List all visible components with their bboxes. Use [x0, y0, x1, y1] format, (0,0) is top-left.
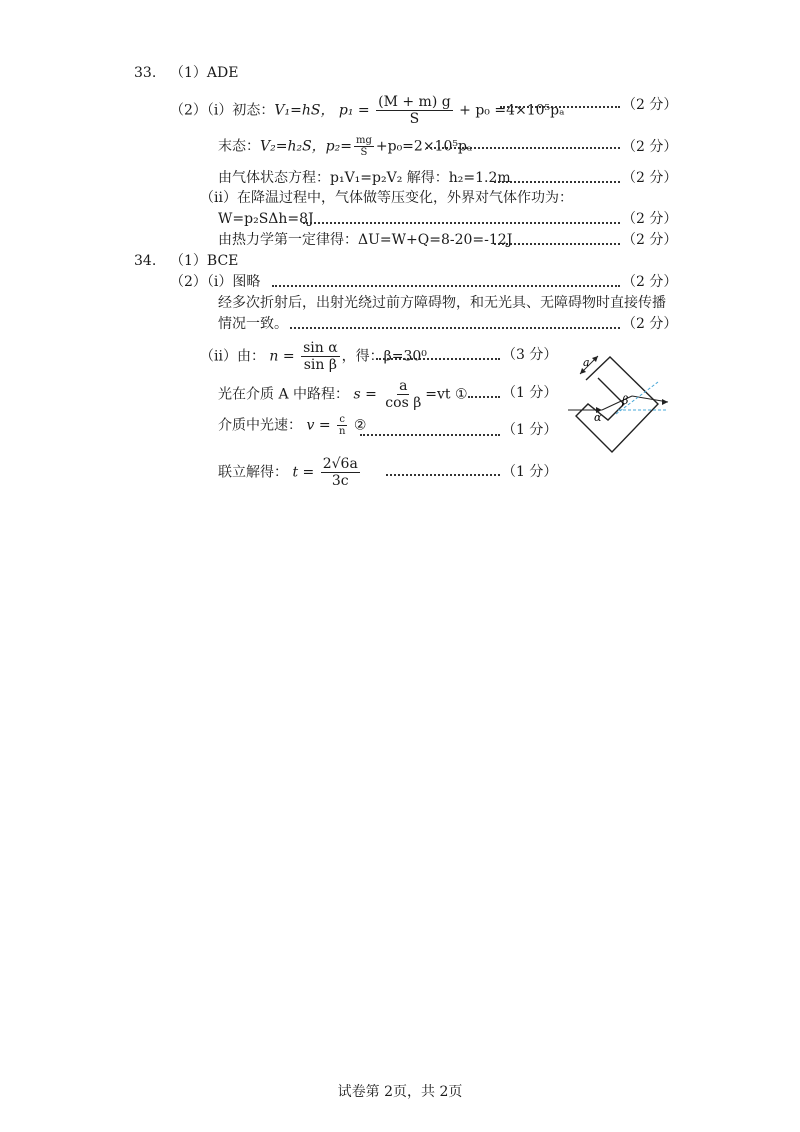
q34-path-rest: =vt ①	[425, 386, 468, 403]
leader-dots	[426, 147, 620, 149]
leader-dots	[386, 474, 500, 476]
q33-p1-fraction	[376, 94, 453, 127]
score-init: （2 分）	[622, 97, 678, 113]
q34-solve-numerator: 2√6a	[322, 456, 358, 472]
leader-dots	[272, 285, 620, 287]
q34-n-fraction	[301, 340, 340, 373]
q33-p1-numerator: (M + m) g	[378, 94, 451, 110]
q34-solve-denominator: 3c	[331, 473, 349, 489]
arrow-head	[662, 399, 668, 405]
score-speed: （1 分）	[502, 422, 558, 438]
q33-init-volume: V₁=hS，	[274, 102, 335, 119]
score-solve: （1 分）	[502, 464, 558, 480]
leader-dots	[494, 181, 620, 183]
q33-part1: （1）ADE	[170, 65, 239, 81]
q34-solve-lhs: t =	[292, 464, 315, 481]
q34-speed-fraction	[337, 414, 347, 437]
q33-initial-state	[170, 94, 565, 127]
q33-p2-numerator: mg	[355, 135, 372, 146]
q33-work-line: W=p₂SΔh=8J	[218, 211, 314, 227]
score-eq: （2 分）	[622, 170, 678, 186]
score-final: （2 分）	[622, 139, 678, 155]
q34-solve-line	[218, 456, 362, 489]
q33-ii-line: （ⅱ）在降温过程中，气体做等压变化，外界对气体作功为：	[200, 190, 573, 206]
q34-speed-denominator: n	[339, 426, 346, 437]
q34-solve-fraction	[321, 456, 360, 489]
q34-explain-1: 经多次折射后，出射光绕过前方障碍物，和无光具、无障碍物时直接传播	[218, 295, 666, 311]
leader-dots	[500, 106, 620, 108]
q34-speed-lhs: v =	[306, 417, 331, 434]
q34-n-numerator: sin α	[303, 340, 338, 356]
score-work: （2 分）	[622, 211, 678, 227]
q34-ii-label: （ⅱ）由：	[200, 348, 265, 365]
q34-speed-rest: ②	[353, 417, 367, 434]
q33-p2-fraction	[354, 135, 374, 158]
q33-final-label: 末态：	[218, 138, 260, 155]
refraction-diagram	[568, 352, 672, 462]
q34-part2-label: （2）（ⅰ）图略	[170, 274, 261, 290]
q34-path-fraction	[383, 378, 423, 411]
q34-number: 34.	[134, 253, 157, 269]
leader-dots	[376, 358, 500, 360]
score-diagram: （2 分）	[622, 274, 678, 290]
q34-path-numerator: a	[399, 378, 408, 394]
q34-speed-numerator: c	[339, 414, 346, 425]
score-n: （3 分）	[502, 347, 558, 363]
score-explain: （2 分）	[622, 316, 678, 332]
q34-speed-label: 介质中光速：	[218, 417, 302, 434]
label-beta: β	[622, 394, 629, 407]
prism-outline	[576, 357, 658, 452]
q33-number: 33.	[134, 65, 157, 81]
q33-final-pressure: +p₀=2×10⁵pₐ	[375, 138, 473, 155]
q34-ii-line	[200, 340, 427, 373]
leader-dots	[290, 327, 620, 329]
page-footer: 试卷第 2页，共 2页	[337, 1084, 463, 1100]
leader-dots	[494, 243, 620, 245]
q34-explain-2: 情况一致。	[218, 316, 288, 332]
q33-p2-denominator: S	[360, 147, 368, 158]
q34-part1: （1）BCE	[170, 253, 239, 269]
q34-solve-label: 联立解得：	[218, 464, 288, 481]
q34-path-lhs: s =	[353, 386, 377, 403]
q33-init-pressure: + p₀ =4×10⁵pₐ	[459, 102, 565, 119]
leader-dots	[303, 222, 620, 224]
score-thermo: （2 分）	[622, 232, 678, 248]
q34-n-result: ，得：β=30⁰	[341, 348, 427, 365]
label-a: a	[583, 356, 590, 369]
q34-speed-line	[218, 414, 366, 437]
q33-p1-denominator: S	[409, 111, 420, 127]
q33-thermo-line: 由热力学第一定律得：ΔU=W+Q=8-20=-12J	[218, 232, 513, 248]
q34-n-denominator: sin β	[303, 357, 337, 373]
q34-path-denominator: cos β	[385, 395, 422, 411]
q34-n-lhs: n =	[269, 348, 295, 365]
leader-dots	[360, 434, 500, 436]
q34-path-label: 光在介质 A 中路程：	[218, 386, 350, 403]
q33-eq-line: 由气体状态方程：p₁V₁=p₂V₂ 解得：h₂=1.2m	[218, 170, 511, 186]
q33-final-volume: V₂=h₂S，p₂=	[260, 138, 352, 155]
label-alpha: α	[594, 411, 602, 424]
q33-part2-label: （2）（ⅰ）初态：	[170, 102, 275, 119]
leader-dots	[468, 396, 500, 398]
score-path: （1 分）	[502, 385, 558, 401]
q33-p1-label: p₁ =	[338, 102, 370, 119]
q34-path-line	[218, 378, 468, 411]
